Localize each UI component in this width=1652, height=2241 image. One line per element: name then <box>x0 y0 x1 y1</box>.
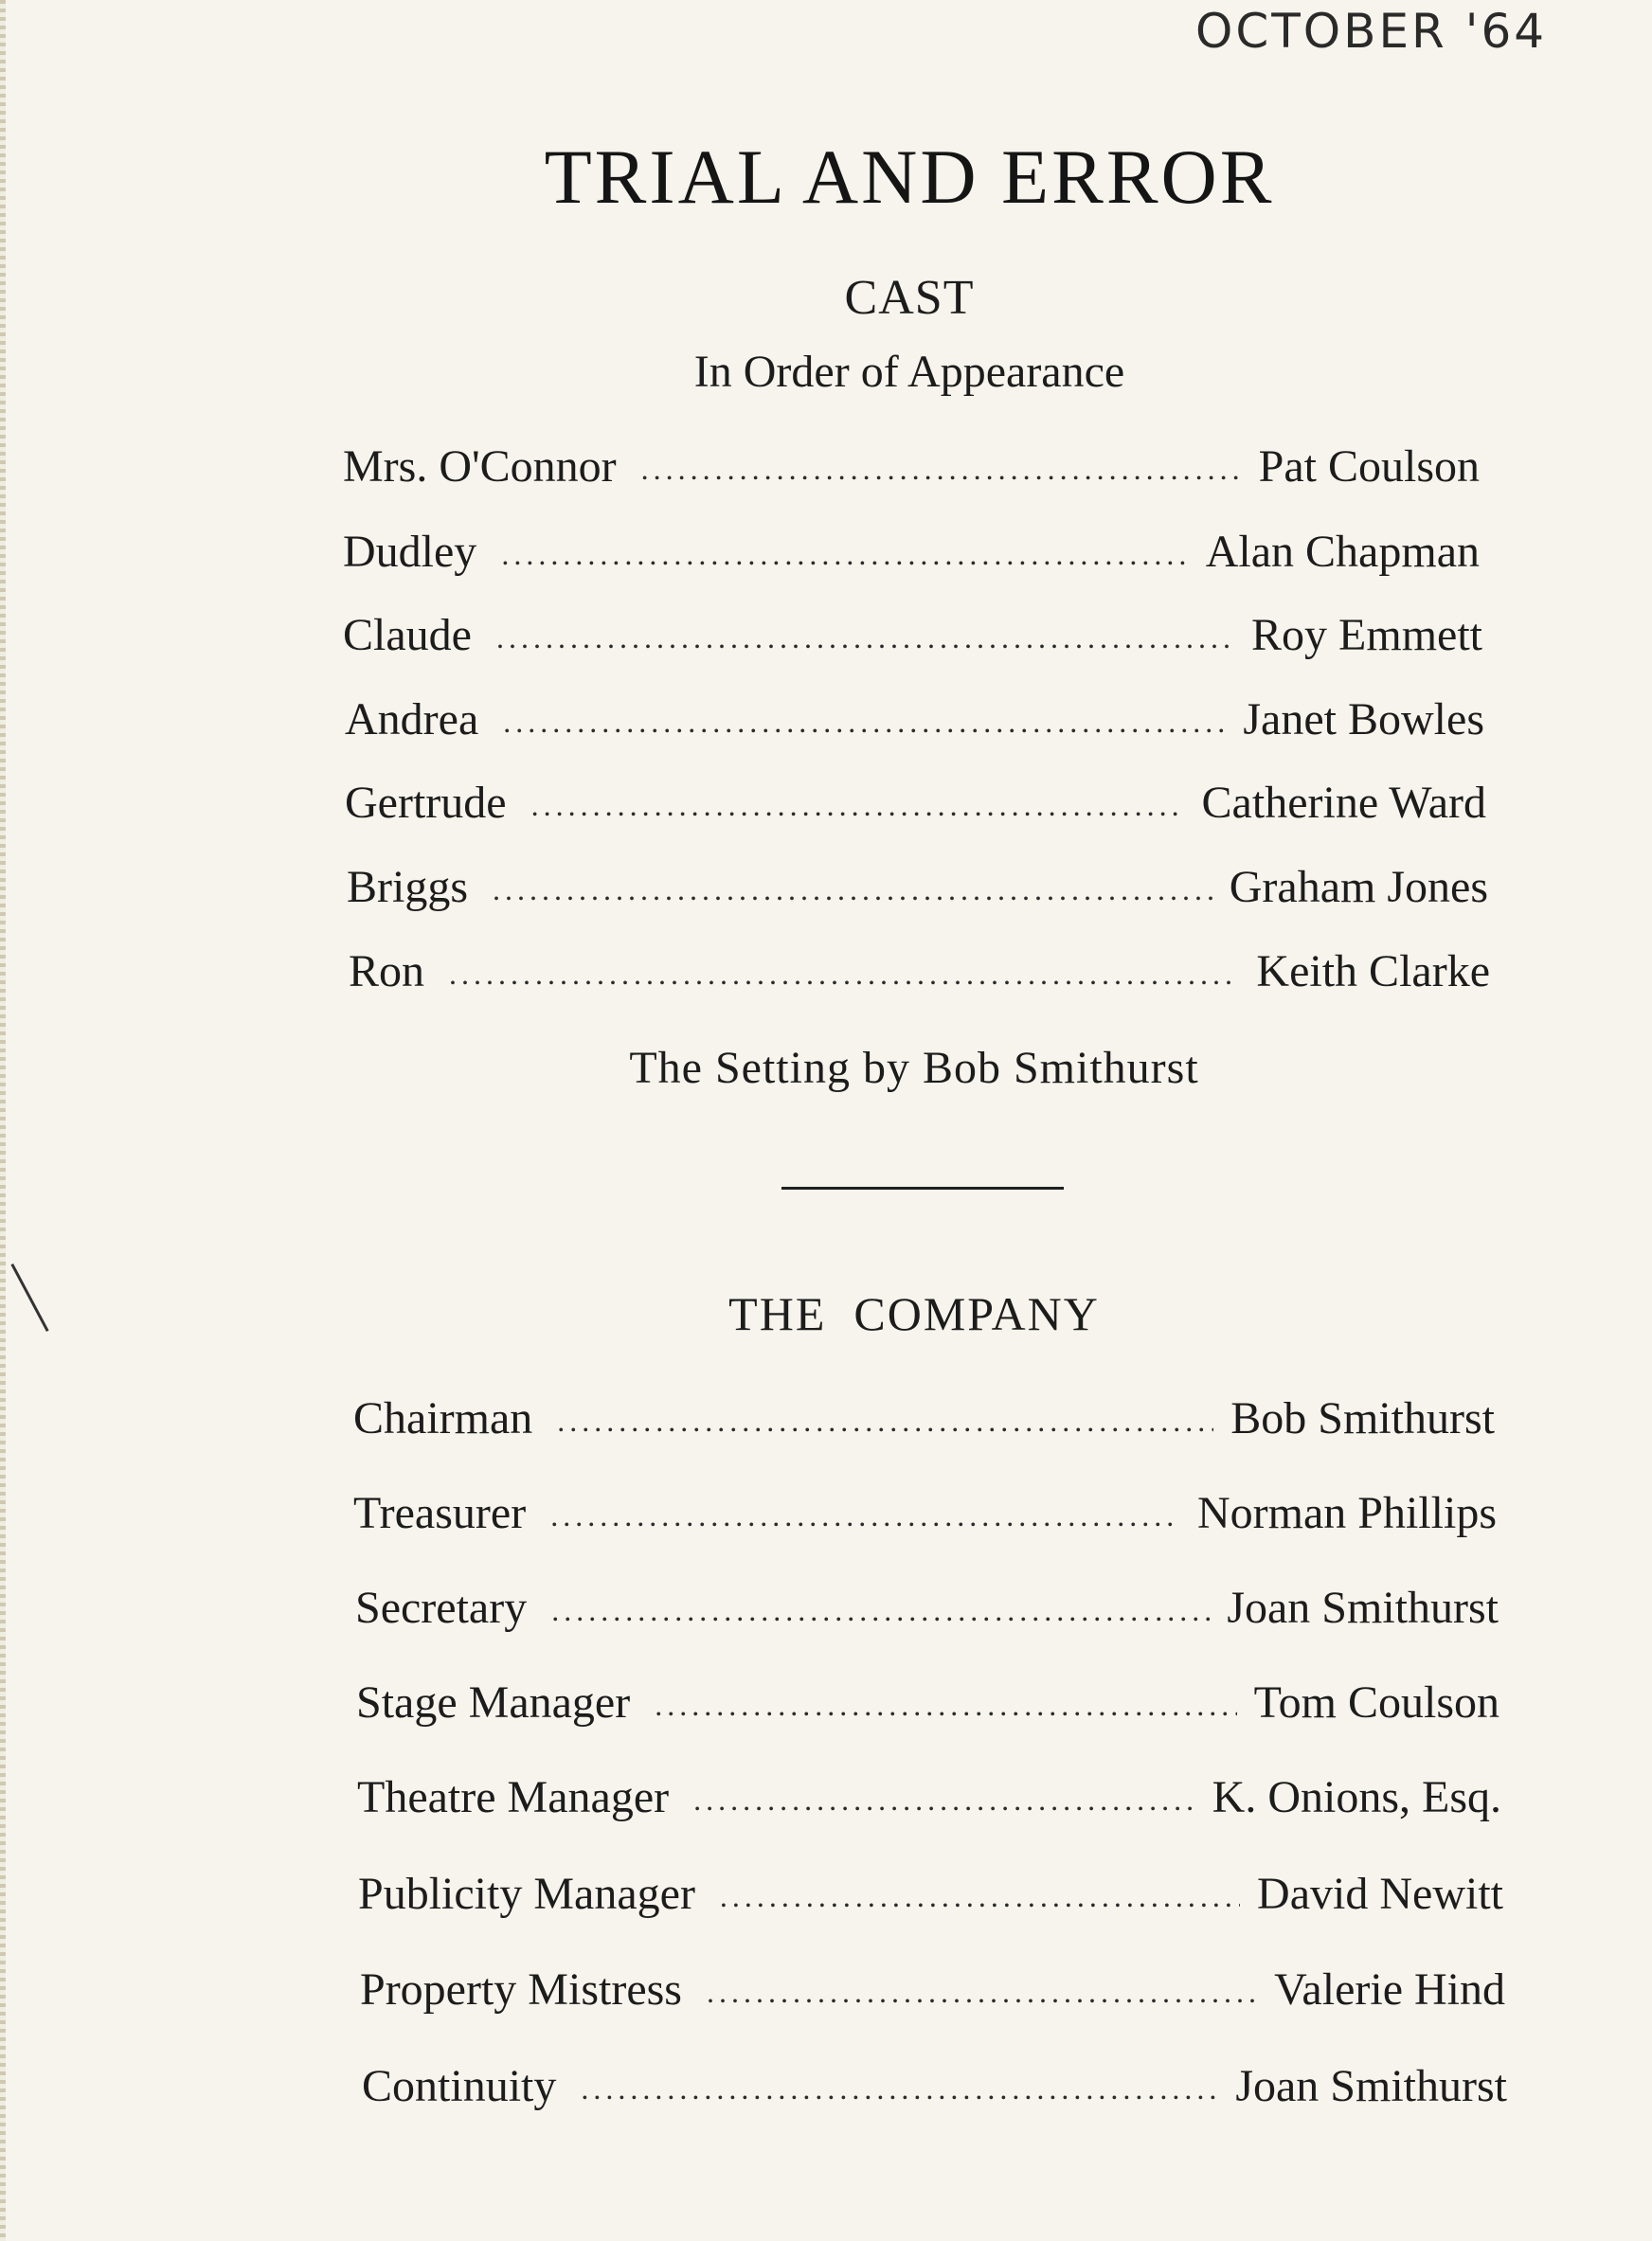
cast-actor: Catherine Ward <box>1201 778 1486 828</box>
cast-heading: CAST <box>844 271 975 325</box>
cast-row <box>345 777 1486 829</box>
leader-dots <box>501 537 1188 572</box>
leader-dots <box>551 1593 1210 1628</box>
leader-dots <box>493 872 1212 907</box>
company-person: David Newitt <box>1257 1869 1503 1919</box>
cast-role: Dudley <box>343 527 477 577</box>
cast-row <box>345 693 1484 745</box>
cast-actor: Graham Jones <box>1229 862 1488 912</box>
cast-row <box>347 861 1488 913</box>
leader-dots <box>655 1688 1236 1723</box>
cast-role: Gertrude <box>345 778 507 828</box>
cast-role: Mrs. O'Connor <box>343 441 617 492</box>
company-row <box>357 1771 1501 1823</box>
company-person: Bob Smithurst <box>1230 1393 1495 1443</box>
play-title: TRIAL AND ERROR <box>544 134 1275 220</box>
cast-row <box>343 526 1480 578</box>
setting-credit: The Setting by Bob Smithurst <box>629 1043 1199 1093</box>
company-row <box>356 1676 1499 1729</box>
leader-dots <box>496 620 1234 655</box>
cast-actor: Keith Clarke <box>1256 946 1490 996</box>
company-role: Theatre Manager <box>357 1772 670 1822</box>
company-row <box>353 1487 1497 1539</box>
leader-dots <box>641 452 1242 487</box>
handwritten-date: OCTOBER '64 <box>1195 4 1548 59</box>
company-row <box>355 1582 1499 1634</box>
company-person: Valerie Hind <box>1274 1964 1505 2015</box>
company-role: Property Mistress <box>360 1964 682 2015</box>
cast-row <box>343 609 1482 661</box>
leader-dots <box>531 788 1185 823</box>
leader-dots <box>707 1975 1257 2010</box>
company-person: K. Onions, Esq. <box>1212 1772 1501 1822</box>
company-person: Tom Coulson <box>1253 1677 1499 1728</box>
leader-dots <box>550 1498 1180 1533</box>
binding-edge <box>0 0 6 2241</box>
cast-row <box>343 440 1480 493</box>
cast-role: Briggs <box>347 862 469 912</box>
company-role: Stage Manager <box>356 1677 631 1728</box>
leader-dots <box>693 1783 1195 1818</box>
cast-actor: Roy Emmett <box>1251 610 1482 660</box>
cast-role: Claude <box>343 610 472 660</box>
company-person: Joan Smithurst <box>1227 1583 1499 1633</box>
leader-dots <box>449 957 1239 992</box>
leader-dots <box>503 705 1226 740</box>
company-row <box>362 2060 1507 2112</box>
company-person: Norman Phillips <box>1196 1488 1497 1538</box>
leader-dots <box>720 1879 1240 1914</box>
company-role: Publicity Manager <box>358 1869 695 1919</box>
company-role: Treasurer <box>353 1488 527 1538</box>
company-heading: THE COMPANY <box>728 1287 1100 1340</box>
section-divider <box>781 1187 1064 1190</box>
leader-dots <box>557 1404 1213 1439</box>
cast-row <box>349 945 1490 997</box>
company-person: Joan Smithurst <box>1235 2061 1507 2111</box>
company-role: Secretary <box>355 1583 528 1633</box>
cast-actor: Janet Bowles <box>1243 694 1484 744</box>
leader-dots <box>581 2071 1218 2107</box>
cast-role: Andrea <box>345 694 479 744</box>
company-row <box>358 1868 1503 1920</box>
company-row <box>353 1392 1495 1444</box>
cast-actor: Alan Chapman <box>1205 527 1480 577</box>
cast-actor: Pat Coulson <box>1258 441 1480 492</box>
company-role: Chairman <box>353 1393 533 1443</box>
cast-role: Ron <box>349 946 425 996</box>
company-role: Continuity <box>362 2061 557 2111</box>
company-row <box>360 1963 1505 2016</box>
cast-subheading: In Order of Appearance <box>693 347 1125 397</box>
